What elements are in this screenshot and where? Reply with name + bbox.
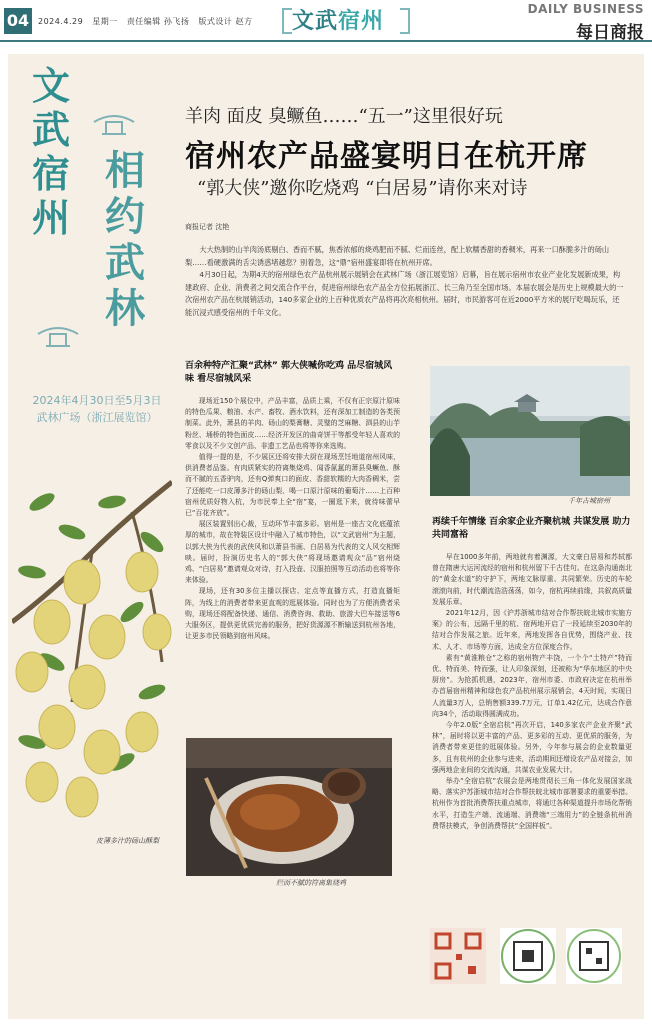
body-paragraph: 现场，还有30多位主播以探店、定点等直播方式，打造直播矩阵，为线上的消费者带来更直观的逛展体验。同时也为了方便消费者采购，现场还将配备快递、通信、消费咨询、救助、旅游大巴车接送等6大服务区，提供更优质完善的服务，把好货源源不断输送到杭州各地，让更多市民领略到宿州风味。 [185,587,400,641]
article-lead [185,244,625,319]
lake-caption: 千年古城宿州 [568,497,610,505]
article-byline: 商报记者 沈艳 [185,223,230,231]
pear-caption: 皮薄多汁的砀山酥梨 [96,837,159,845]
vertical-title-1: 文武宿州 [31,63,70,240]
event-date-range: 2024年4月30日至5月3日 [32,394,162,407]
section2-title: 再续千年情缘 百余家企业齐聚杭城 共谋发展 助力共同富裕 [432,517,631,540]
article-headline: 宿州农产品盛宴明日在杭开席 [185,139,588,174]
ornament-icon [90,108,138,138]
body-paragraph: 展区装置别出心裁，互动环节丰富多彩。宿州是一座古文化底蕴浓厚的城市，故在特装区设计中融入了城市特色，以“文武宿州”为主题，以郭大侠为代表的武侠风和以萧县书画、白居易为代表的文人风交相辉映。届时，扮演历史名人的“郭大侠”将现场邀请观众“品”宿州烧鸡、“白居易”邀请观众对诗，打入投壶、汉服拍照等互动活动也将等你来体验。 [185,520,400,585]
article-subhead: “郭大侠”邀你吃烧鸡 “白居易”请你来对诗 [197,178,528,199]
ancient-city-photo [430,366,630,496]
section-logo [292,4,384,35]
lead-paragraph: 大大热制的山羊肉汤底剔白、香而不腻，焦香浓郁的烧鸡肥而不腻、烂而连丝，配上软糯香甜的香稠米，再来一口酥脆多汁的砀山梨……看硬激满的舌尖诱惑堵越您？别着急，这“鼎”宿州盛宴即将在杭州开席。 [185,245,610,267]
event-venue: 武林广场（浙江展览馆） [36,411,158,424]
event-date-block [22,392,172,426]
masthead [0,0,652,42]
logo-bracket-right [400,8,410,34]
body-paragraph: 素有“黄淮粮仓”之称的宿州物产丰饶，一个个“土特产”特而优、特而美、特而强，让人印象深刻，还被称为“华东地区的中央厨房”。为抢抓机遇，2023年，宿州市委、市政府决定在杭州举办首届宿州精神和绿色农产品杭州展示展销会，4天时间，实现日人流量3万人，总销售额339.7万元，订单1.42亿元，达成合作意向34个，活动取得圆满成功。 [432,653,632,718]
section-logo-b: 宿州 [338,8,385,34]
ornament-icon [34,320,82,350]
qr-code-icon [500,928,556,984]
qr-code-icon [566,928,622,984]
chicken-caption: 烂而不腻的符离集烧鸡 [276,879,346,887]
body-paragraph: 举办“全宿启杭”农展会是两地贯彻长三角一体化发展国家战略、落实沪苏浙城市结对合作帮扶皖北城市部署要求的重要举措。杭州作为首批消费帮扶重点城市，将通过各种渠道提升市场化帮销水平，打造生产端、流通端、消费端“三端用力”的全链条杭州消费帮扶模式，争创消费帮扶“全国样板”。 [432,777,632,830]
qr-code-icon [430,928,486,984]
section-logo-a: 文武 [292,8,339,34]
section2-body [432,552,632,932]
editor: 责任编辑 孙飞扬 [126,17,190,26]
logo-bracket-left [282,8,292,34]
vertical-title-2: 相约武林 [105,147,145,332]
body-paragraph: 现场近150个展位中，产品丰富，品质上乘，不仅有正宗原汁原味的特色瓜果、粮油、水产、畜牧、酒水饮料，还有深加工制造的各类预制菜。此外，萧县的羊肉、砀山的梨膏糖、灵璧的芝麻糖、泗县的山芋粉丝、埇桥的特色面皮……经济开发区的曲奇饼干等都受年轻人喜欢的零食以及不少文创产品、非遗工艺品也将等你来选购。 [185,397,400,450]
body-paragraph: 今年2.0版“全宿启杭”再次开启，140多家农产企业齐聚“武林”，届时将以更丰富的产品、更多彩的互动、更优质的服务，为消费者带来更佳的逛展体验。另外，今年参与展会的企业数量更多，且有杭州的企业参与进来，活动期间还增设农产品对接会，加强两地企业间的交流沟通，共谋农业发展大计。 [432,721,632,774]
section1-body [185,396,400,726]
roast-chicken-photo [186,738,392,876]
section1-title: 百余种特产汇聚“武林” 郭大侠喊你吃鸡 品尽宿城风味 看尽宿城风采 [185,361,393,384]
page-number: 04 [4,8,32,34]
body-paragraph: 早在1000多年前，两地就有着渊源，大文豪白居易和苏轼都曾在隋唐大运河流经的宿州和杭州留下千古佳句。在这条沟通南北的“黄金水道”的守护下，两地文脉厚重、共同繁荣。历史的车轮滚滚向前，时代潮流浩浩荡荡，如今，宿杭再续前缘，共叙高质量发展乐章。 [432,553,632,606]
lead-paragraph: 4月30日起，为期4天的宿州绿色农产品杭州展示展销会在武林广场（浙江展览馆）启幕，旨在展示宿州市农业产业化发展新成果，构建政府、企业、消费者之间交流合作平台，促进宿州绿色农产品全方位拓展浙江、长三角乃至全国市场。本届农展会是历史上规模最大的一次宿州农产品在杭展销活动，140多家企业的上百种优质农产品将再次亮相杭州。届时，市民游客可在近2000平方米的展厅吃喝玩乐，还能沉浸式感受宿州的千年文化。 [185,270,624,317]
article-kicker: 羊肉 面皮 臭鳜鱼……“五一”这里很好玩 [185,106,503,127]
paper-name-en: DAILY BUSINESS [527,2,644,16]
designer: 版式设计 赵方 [198,17,253,26]
date-line [38,16,258,27]
pear-tree-illustration [12,462,172,832]
issue-date: 2024.4.29 [38,17,84,26]
body-paragraph: 值得一提的是，不少展区还将安排大厨在现场烹饪地道宿州风味，供消费者品鉴。有肉质紧实的符离集烧鸡、闻香氤氲的萧县臭鳜鱼、酥而不腻的五香驴肉，还有Q弹爽口的面皮、香甜软糯的大肉香稠米，尝了还能吃一口皮薄多汁的砀山梨、喝一口原汁原味的葡萄汁……上百种宿州优质好物入杭，为市民奉上全“宿”宴，一圈逛下来，就待味蕾早已“百花齐放”。 [185,453,400,518]
weekday: 星期一 [92,17,118,26]
paper-name-cn: 每日商报 [576,23,644,43]
body-paragraph: 2021年12月，因《沪苏浙城市结对合作帮扶皖北城市实施方案》的公布，远隔千里的杭、宿两地开启了一段延续至2030年的结对合作发展之旅。近年来，两地发挥各自优势，围绕产业、技术、人才、市场等方面，达成全方位深度合作。 [432,609,632,651]
